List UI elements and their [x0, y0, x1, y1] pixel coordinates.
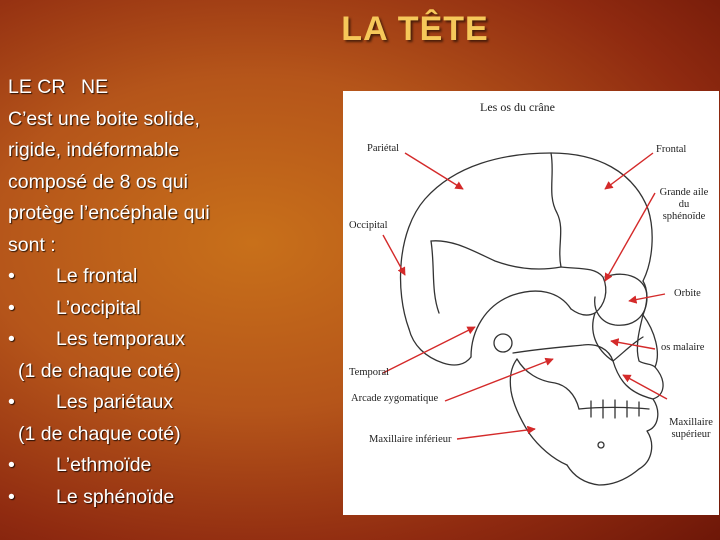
label-grande-aile-line: sphénoïde: [662, 211, 706, 222]
ear-canal: [494, 334, 512, 352]
bullet-item: [8, 387, 338, 419]
coronal-suture: [551, 153, 561, 267]
label-occipital: Occipital: [349, 220, 388, 231]
bullet-icon: •: [8, 391, 15, 413]
bullet-label: Le sphénoïde: [56, 485, 175, 508]
bullet-label: Les temporaux: [56, 328, 185, 350]
arrow-os-malaire: [611, 341, 655, 349]
label-maxillaire-sup: [663, 417, 719, 441]
bullet-note: (1 de chaque coté): [18, 359, 181, 382]
bullet-label: Les pariétaux: [56, 391, 174, 413]
text-line: composé de 8 os qui: [8, 170, 188, 193]
label-maxillaire-sup-line: supérieur: [671, 429, 711, 440]
bullet-label: Le frontal: [56, 265, 138, 287]
face-outline: [567, 281, 663, 485]
label-os-malaire: os malaire: [661, 342, 705, 353]
bullet-item: [8, 482, 338, 514]
label-arcade: Arcade zygomatique: [351, 393, 439, 404]
arrow-frontal: [605, 153, 653, 189]
label-grande-aile-line: Grande aile: [659, 187, 709, 198]
arrow-maxillaire-sup: [623, 375, 667, 399]
ramus-outline: [517, 359, 579, 409]
bullet-icon: •: [8, 265, 15, 287]
text-line: protège l’encéphale qui: [8, 202, 210, 224]
text-line: sont :: [8, 233, 56, 256]
skull-diagram: [343, 91, 719, 515]
bullet-item: [8, 324, 338, 356]
bullet-item: [8, 450, 338, 482]
mandible-outline: [510, 359, 567, 465]
bullet-icon: •: [8, 328, 15, 350]
mental-foramen: [598, 442, 604, 448]
label-temporal: Temporal: [349, 367, 390, 378]
bullet-item: [8, 261, 338, 293]
label-maxillaire-sup-line: Maxillaire: [669, 417, 713, 428]
bullet-icon: •: [8, 485, 15, 508]
section-heading: LE CRNE: [8, 76, 109, 98]
arrow-arcade: [445, 359, 553, 401]
bullet-icon: •: [8, 454, 15, 476]
lambdoid-suture: [431, 241, 439, 313]
arrow-parietal: [405, 153, 463, 189]
text-line: rigide, indéformable: [8, 139, 180, 161]
label-orbite: Orbite: [674, 288, 701, 299]
bullet-icon: •: [8, 296, 15, 319]
zygomatic-arch: [513, 345, 613, 361]
arrow-maxillaire-inf: [457, 429, 535, 439]
label-grande-aile-line: du: [678, 199, 690, 210]
bullet-label: L’occipital: [56, 296, 141, 319]
label-frontal: Frontal: [656, 144, 687, 155]
sphenoid-outline: [561, 267, 606, 315]
squamous-suture: [431, 241, 561, 269]
bullet-item: [8, 293, 338, 325]
nasal-outline: [637, 315, 655, 367]
text-block: [8, 72, 338, 513]
teeth-divisions: [591, 400, 639, 418]
label-grande-aile: [653, 187, 715, 223]
label-maxillaire-inf: Maxillaire inférieur: [369, 434, 452, 445]
arrow-temporal: [383, 327, 475, 373]
text-line: C’est une boite solide,: [8, 107, 200, 130]
diagram-title: Les os du crâne: [480, 100, 555, 114]
bullet-label: L’ethmoïde: [56, 454, 152, 476]
slide-title: LA TÊTE: [341, 10, 489, 48]
label-parietal: Pariétal: [367, 143, 400, 154]
bullet-note: (1 de chaque coté): [18, 422, 181, 445]
